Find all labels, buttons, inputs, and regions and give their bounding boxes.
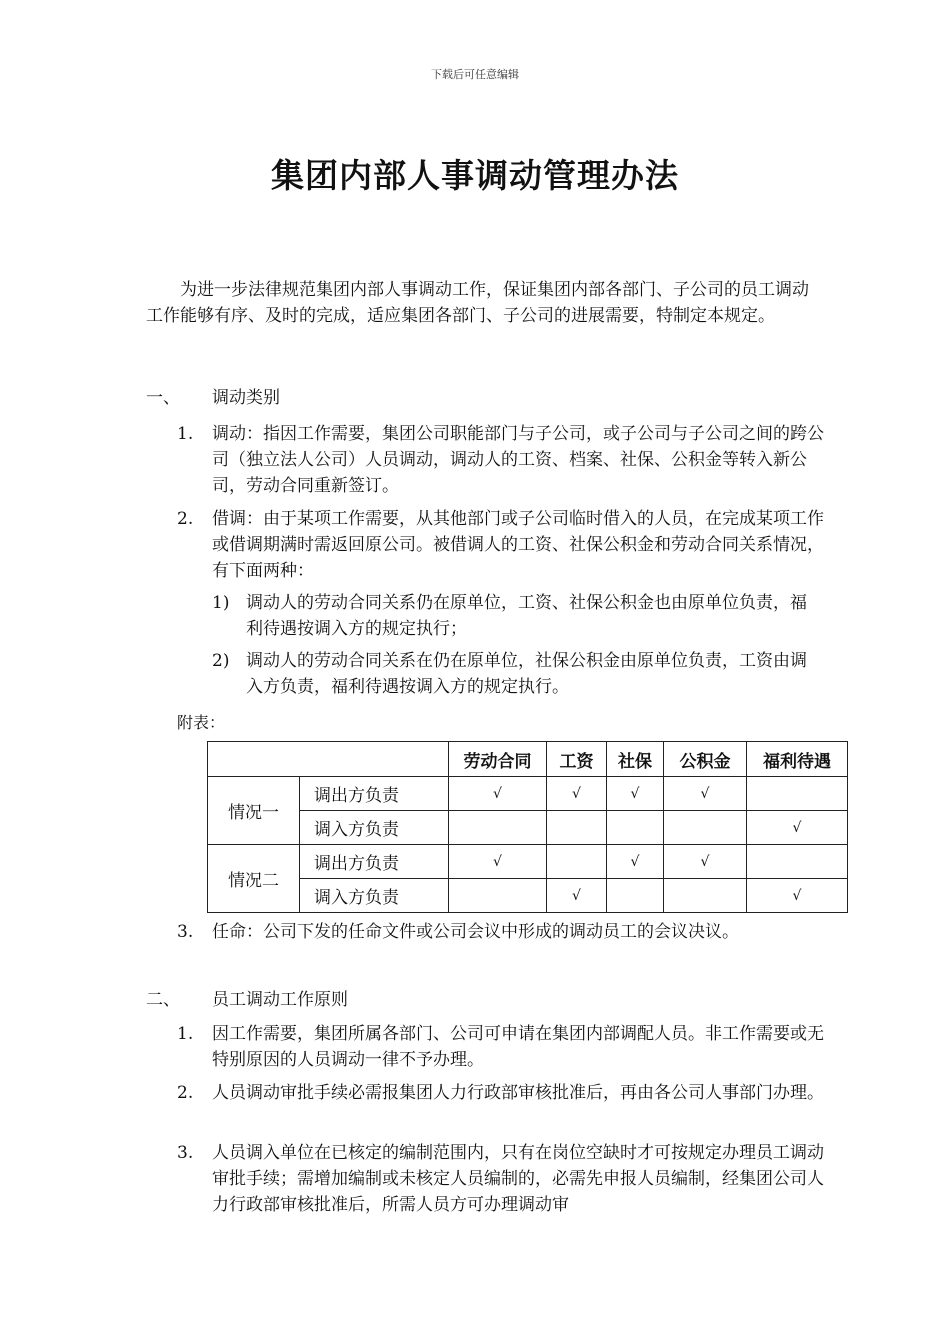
table-cell: √ bbox=[547, 777, 607, 811]
item-index: 3. bbox=[177, 1143, 194, 1163]
item-text: 借调：由于某项工作需要，从其他部门或子公司临时借入的人员，在完成某项工作或借调期满时需返回原公司。被借调人的工资、社保公积金和劳动合同关系情况，有下面两种： bbox=[212, 509, 824, 581]
table-cell: √ bbox=[607, 845, 664, 879]
table-cell bbox=[664, 879, 747, 913]
document-title: 集团内部人事调动管理办法 bbox=[271, 156, 679, 195]
header-note: 下载后可任意编辑 bbox=[431, 68, 519, 81]
item-text: 人员调动审批手续必需报集团人力行政部审核批准后，再由各公司人事部门办理。 bbox=[212, 1083, 824, 1103]
table-cell: √ bbox=[547, 879, 607, 913]
item-index: 1. bbox=[177, 1024, 194, 1044]
section-heading-2 bbox=[146, 987, 348, 1013]
item-index: 2. bbox=[177, 1083, 194, 1103]
item-index: 3. bbox=[177, 922, 194, 942]
section-heading-1 bbox=[146, 385, 280, 411]
table-cell: √ bbox=[664, 777, 747, 811]
item-text: 调动：指因工作需要，集团公司职能部门与子公司，或子公司与子公司之间的跨公司（独立法人公司）人员调动，调动人的工资、档案、社保、公积金等转入新公司，劳动合同重新签订。 bbox=[212, 424, 824, 496]
sub-item-index: 2) bbox=[212, 651, 230, 671]
list-item bbox=[177, 919, 827, 945]
list-item bbox=[177, 1080, 827, 1106]
section-title: 员工调动工作原则 bbox=[212, 990, 348, 1010]
item-index: 1. bbox=[177, 424, 194, 444]
table-cell bbox=[449, 811, 547, 845]
table-row bbox=[208, 879, 848, 913]
list-item bbox=[177, 1021, 827, 1073]
list-item bbox=[177, 421, 827, 499]
table-cell: √ bbox=[747, 879, 848, 913]
column-header: 工资 bbox=[547, 742, 607, 777]
sub-list-item bbox=[212, 590, 822, 642]
table-cell bbox=[747, 845, 848, 879]
table-cell: √ bbox=[449, 845, 547, 879]
table-row bbox=[208, 845, 848, 879]
section-number: 二、 bbox=[146, 990, 180, 1010]
item-index: 2. bbox=[177, 509, 194, 529]
section-number: 一、 bbox=[146, 388, 180, 408]
table-cell: √ bbox=[607, 777, 664, 811]
item-text: 人员调入单位在已核定的编制范围内，只有在岗位空缺时才可按规定办理员工调动审批手续；需增加编制或未核定人员编制的，必需先申报人员编制，经集团公司人力行政部审核批准后，所需人员方可办理调动审 bbox=[212, 1143, 824, 1215]
item-text: 任命：公司下发的任命文件或公司会议中形成的调动员工的会议决议。 bbox=[212, 922, 739, 942]
case-cell: 情况二 bbox=[208, 845, 300, 913]
list-item bbox=[177, 506, 827, 584]
role-cell: 调出方负责 bbox=[300, 845, 449, 879]
case-cell: 情况一 bbox=[208, 777, 300, 845]
column-header: 公积金 bbox=[664, 742, 747, 777]
column-header: 社保 bbox=[607, 742, 664, 777]
sub-item-text: 调动人的劳动合同关系在仍在原单位，社保公积金由原单位负责，工资由调入方负责，福利待遇按调入方的规定执行。 bbox=[246, 651, 807, 697]
table-cell: √ bbox=[449, 777, 547, 811]
role-cell: 调入方负责 bbox=[300, 811, 449, 845]
table-cell bbox=[449, 879, 547, 913]
column-header: 福利待遇 bbox=[747, 742, 848, 777]
table-row bbox=[208, 811, 848, 845]
item-text: 因工作需要，集团所属各部门、公司可申请在集团内部调配人员。非工作需要或无特别原因的人员调动一律不予办理。 bbox=[212, 1024, 824, 1070]
table-corner-cell bbox=[208, 742, 449, 777]
intro-paragraph: 为进一步法律规范集团内部人事调动工作，保证集团内部各部门、子公司的员工调动工作能够有序、及时的完成，适应集团各部门、子公司的进展需要，特制定本规定。 bbox=[146, 280, 809, 326]
table-row bbox=[208, 777, 848, 811]
table-cell bbox=[547, 845, 607, 879]
table-cell bbox=[607, 811, 664, 845]
table-cell: √ bbox=[664, 845, 747, 879]
table-cell: √ bbox=[747, 811, 848, 845]
table-cell bbox=[747, 777, 848, 811]
sub-list-item bbox=[212, 648, 822, 700]
table-cell bbox=[664, 811, 747, 845]
section-title: 调动类别 bbox=[212, 388, 280, 408]
appendix-label: 附表： bbox=[177, 713, 226, 732]
table-cell bbox=[547, 811, 607, 845]
sub-item-text: 调动人的劳动合同关系仍在原单位，工资、社保公积金也由原单位负责，福利待遇按调入方的规定执行； bbox=[246, 593, 807, 639]
table-cell bbox=[607, 879, 664, 913]
role-cell: 调出方负责 bbox=[300, 777, 449, 811]
responsibility-table bbox=[207, 741, 848, 913]
role-cell: 调入方负责 bbox=[300, 879, 449, 913]
list-item bbox=[177, 1140, 827, 1218]
sub-item-index: 1) bbox=[212, 593, 230, 613]
table-header-row bbox=[208, 742, 848, 777]
column-header: 劳动合同 bbox=[449, 742, 547, 777]
